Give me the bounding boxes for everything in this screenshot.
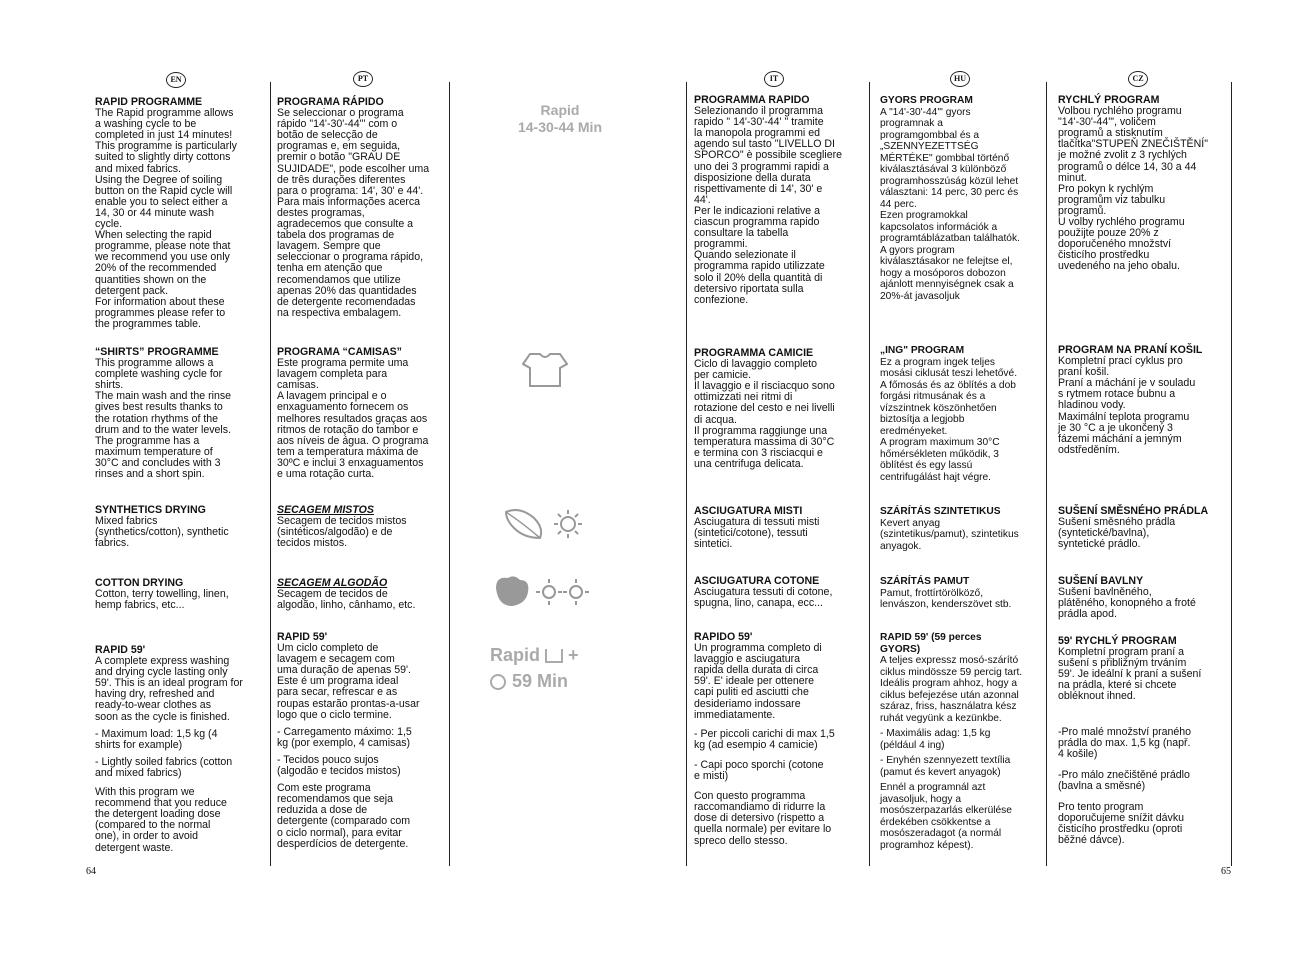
section-body: Pamut, frottírtörölköző, lenvászon, kenderszövet stb. — [880, 587, 1012, 610]
language-badge-cz: CZ — [1128, 71, 1148, 87]
note: Com este programa recomendamos que seja reduzida a dose de detergente (comparado com o ciclo normal), para evitar desperdícios de detergente. — [277, 782, 411, 850]
section-body: Mixed fabrics (synthetics/cotton), synthetic fabrics. — [95, 515, 229, 550]
section-title: PROGRAMA “CAMISAS” — [277, 346, 402, 358]
language-badge-pt: PT — [353, 71, 373, 87]
column-divider — [270, 82, 271, 866]
section-body: Ez a program ingek teljes mosási ciklusát teszi lehetővé. A főmosás és az öblítés a dob forgási ritmusának és a vízszintnek köszönhetően biztosítja a legjobb eredményeket. A program maximum 30°C hőmérsékleten működik, 3 öblítést és egy lassú centrifugálást hajt végre. — [880, 356, 1018, 483]
section-body: Volbou rychlého programu "14'-30'-44'", voličem programů a stisknutím tlačítka"STUPEŇ ZNEČIŠTĚNÍ" je možné zvolit z 3 rychlých programů o délce 14, 30 a 44 minut. Pro pokyn k rychlým programům viz tabulku programů. U volby rychlého programu použijte pouze 20% z doporučeného množství čisticího prostředku uvedeného na jeho obalu. — [1058, 105, 1208, 273]
rapid-label: Rapid 14-30-44 Min — [517, 102, 603, 135]
section-body: Secagem de tecidos de algodão, linho, cânhamo, etc. — [277, 588, 416, 612]
section-body: Un programma completo di lavaggio e asciugatura rapida della durata di circa 59'. E' ideale per ottenere capi puliti ed asciutti che desideriamo indossare immediatamente. — [694, 642, 822, 721]
section-body: Asciugatura tessuti di cotone, spugna, lino, canapa, ecc... — [694, 586, 833, 610]
note: Pro tento program doporučujeme snížit dávku čisticího prostředku (oproti běžné dávce). — [1058, 801, 1185, 847]
language-badge-hu: HU — [950, 71, 970, 87]
rapid-59-label: Rapid + 59 Min — [490, 645, 579, 691]
section-title: SZÁRÍTÁS SZINTETIKUS — [880, 506, 1001, 517]
section-title: „ING" PROGRAM — [880, 345, 965, 356]
column-divider — [686, 82, 687, 866]
section-title: RYCHLÝ PROGRAM — [1058, 94, 1160, 106]
section-body: Kompletní program praní a sušení s přibližným trváním 59'. Je ideální k praní a sušení na prádla, které si chcete obléknout ihned. — [1058, 646, 1202, 703]
column-en — [95, 97, 265, 872]
column-divider — [1046, 82, 1047, 866]
section-title: RAPID 59' — [277, 631, 328, 643]
section-title: RAPIDO 59' — [694, 631, 753, 643]
section-title: SECAGEM MISTOS — [277, 504, 374, 516]
page-number-right: 65 — [1221, 866, 1231, 877]
bullet: - Carregamento máximo: 1,5 kg (por exemplo, 4 camisas) — [277, 725, 412, 749]
bullet: -Pro malé množství praného prádla do max. 1,5 kg (např. 4 košile) — [1058, 725, 1192, 760]
section-body: Sušení bavlněného, plátěného, konopného a froté prádla apod. — [1058, 586, 1196, 621]
section-title: 59' RYCHLÝ PROGRAM — [1058, 635, 1177, 647]
column-cz — [1058, 95, 1228, 875]
section-body: Ciclo di lavaggio completo per camicie. Il lavaggio e il risciacquo sono ottimizzati nei ritmi di rotazione del cesto e nei livelli di acqua. Il programma raggiunge una temperatura massima di 30°C e termina con 3 risciacqui e una centrifuga delicata. — [694, 358, 835, 470]
bullet: - Per piccoli carichi di max 1,5 kg (ad esempio 4 camicie) — [694, 727, 835, 751]
note: Ennél a programnál azt javasoljuk, hogy a mosószerpazarlás elkerülése érdekében csökkentse a mosószeradagot (a normál programhoz képest). — [880, 782, 1012, 851]
washtub-icon — [545, 649, 563, 663]
column-divider — [1231, 82, 1232, 866]
section-title: GYORS PROGRAM — [880, 95, 973, 106]
section-title: COTTON DRYING — [95, 577, 184, 589]
column-divider — [449, 82, 450, 866]
shirt-icon — [522, 352, 568, 388]
section-body: Este programa permite uma lavagem completa para camisas. A lavagem principal e o enxaguamento fornecem os melhores resultados graças aos ritmos de rotação do tambor e aos níveis de água. O programa tem a temperatura máxima de 30ºC e inclui 3 enxaguamentos e uma rotação curta. — [277, 357, 429, 481]
section-body: Kevert anyag (szintetikus/pamut), szintetikus anyagok. — [880, 517, 1019, 552]
section-title: SYNTHETICS DRYING — [95, 504, 206, 516]
bullet: - Capi poco sporchi (cotone e misti) — [694, 758, 824, 783]
bullet: -Pro málo znečištěné prádlo (bavlna a směsné) — [1058, 768, 1190, 792]
synthetic-drying-icon — [500, 504, 590, 544]
section-body: The Rapid programme allows a washing cycle to be completed in just 14 minutes! This programme is particularly suited to slightly dirty cottons and mixed fabrics. Using the Degree of soiling button on the Rapid cycle will enable you to select either a 14, 30 or 44 minute wash cycle. When selecting the rapid programme, please note that we recommend you use only 20% of the recommended quantities shown on the detergent pack. For information about these programmes please refer to the programmes table. — [95, 107, 237, 330]
section-title: SUŠENÍ BAVLNY — [1058, 575, 1144, 587]
section-body: Um ciclo completo de lavagem e secagem com uma duração de apenas 59'. Este é um programa ideal para secar, refrescar e as roupas estarão prontas-a-usar logo que o ciclo termine. — [277, 642, 420, 721]
section-title: RAPID 59' — [95, 644, 146, 656]
section-title: ASCIUGATURA COTONE — [694, 575, 820, 587]
cotton-drying-icon — [492, 574, 592, 610]
bullet: - Tecidos pouco sujos (algodão e tecidos mistos) — [277, 753, 401, 778]
section-title: PROGRAMMA RAPIDO — [694, 94, 810, 106]
page-number-left: 64 — [86, 866, 96, 877]
section-title: PROGRAM NA PRANÍ KOŠIL — [1058, 344, 1203, 356]
section-body: Secagem de tecidos mistos (sintéticos/algodão) e de tecidos mistos. — [277, 515, 407, 550]
section-title: “SHIRTS” PROGRAMME — [95, 346, 219, 358]
section-title: RAPID 59' (59 perces GYORS) — [880, 632, 982, 655]
section-body: A "14'-30'-44'" gyors programnak a programgombbal és a „SZENNYEZETTSÉG MÉRTÉKE" gombbal történő kiválasztásával 3 különböző programhosszúság közül lehet választani: 14 perc, 30 perc és 44 perc. Ezen programokkal kapcsolatos információk a programtáblázatban találhatók. A gyors program kiválasztásakor ne felejtse el, hogy a mosóporos dobozon ajánlott mennyiségnek csak a 20%-át javasoljuk — [880, 106, 1020, 302]
column-hu — [880, 95, 1045, 875]
language-badge-en: EN — [166, 72, 186, 88]
column-it — [694, 95, 864, 875]
column-divider — [869, 82, 870, 866]
column-pt — [277, 97, 447, 872]
section-body: Selezionando il programma rapido " 14'-30'-44' " tramite la manopola programmi ed agendo sul tasto "LIVELLO DI SPORCO" è possibile scegliere uno dei 3 programmi rapidi a disposizione della durata rispettivamente di 14', 30' e 44'. Per le indicazioni relative a ciascun programma rapido consultare la tabella programmi. Quando selezionate il programma rapido utilizzate solo il 20% della quantità di detersivo riportata sulla confezione. — [694, 105, 843, 306]
language-badge-it: IT — [764, 71, 784, 87]
bullet: - Enyhén szennyezett textília (pamut és kevert anyagok) — [880, 755, 1011, 778]
section-body: Sušení směsného prádla (syntetické/bavlna), syntetické prádlo. — [1058, 516, 1176, 551]
section-title: SECAGEM ALGODÃO — [277, 577, 388, 589]
bullet: - Lightly soiled fabrics (cotton and mixed fabrics) — [95, 755, 233, 779]
section-title: ASCIUGATURA MISTI — [694, 505, 803, 517]
section-title: SUŠENÍ SMĚSNÉHO PRÁDLA — [1058, 505, 1209, 517]
bullet: - Maximális adag: 1,5 kg (például 4 ing) — [880, 728, 991, 751]
section-body: Se seleccionar o programa rápido "14'-30'-44'" com o botão de selecção de programas e, em seguida, premir o botão "GRAU DE SUJIDADE", pode escolher uma de três durações diferentes para o programa: 14', 30' e 44'. Para mais informações acerca destes programas, agradecemos que consulte a tabela dos programas de lavagem. Sempre que seleccionar o programa rápido, tenha em atenção que recomendamos que utilize apenas 20% das quantidades de detergente recomendadas na respectiva embalagem. — [277, 107, 430, 319]
sun-icon — [490, 674, 506, 690]
section-body: A teljes expressz mosó-szárító ciklus mindössze 59 percig tart. Ideális program ahhoz, hogy a ciklus befejezése után azonnal száraz, friss, használatra kész ruhát vegyünk a kezünkbe. — [880, 655, 1023, 724]
section-body: A complete express washing and drying cycle lasting only 59'. This is an ideal program for having dry, refreshed and ready-to-wear clothes as soon as the cycle is finished. — [95, 655, 243, 723]
section-body: Asciugatura di tessuti misti (sintetici/cotone), tessuti sintetici. — [694, 516, 820, 551]
section-body: Kompletní prací cyklus pro praní košil. Praní a máchání je v souladu s rytmem rotace bubnu a hladinou vody. Maximální teplota programu je 30 °C a je ukončený 3 fázemi máchání a jemným odstředěním. — [1058, 355, 1196, 456]
section-body: Cotton, terry towelling, linen, hemp fabrics, etc... — [95, 588, 229, 612]
section-title: PROGRAMA RÁPIDO — [277, 96, 384, 108]
section-body: This programme allows a complete washing cycle for shirts. The main wash and the rinse gives best results thanks to the rotation rhythms of the drum and to the water levels. The programme has a maximum temperature of 30°C and concludes with 3 rinses and a short spin. — [95, 357, 232, 481]
bullet: - Maximum load: 1,5 kg (4 shirts for example) — [95, 727, 218, 751]
section-title: RAPID PROGRAMME — [95, 96, 203, 108]
note: With this program we recommend that you reduce the detergent loading dose (compared to the normal one), in order to avoid detergent waste. — [95, 786, 227, 854]
section-title: PROGRAMMA CAMICIE — [694, 347, 814, 359]
note: Con questo programma raccomandiamo di ridurre la dose di detersivo (rispetto a quella normale) per evitare lo spreco dello stesso. — [694, 790, 832, 847]
section-title: SZÁRÍTÁS PAMUT — [880, 576, 970, 587]
